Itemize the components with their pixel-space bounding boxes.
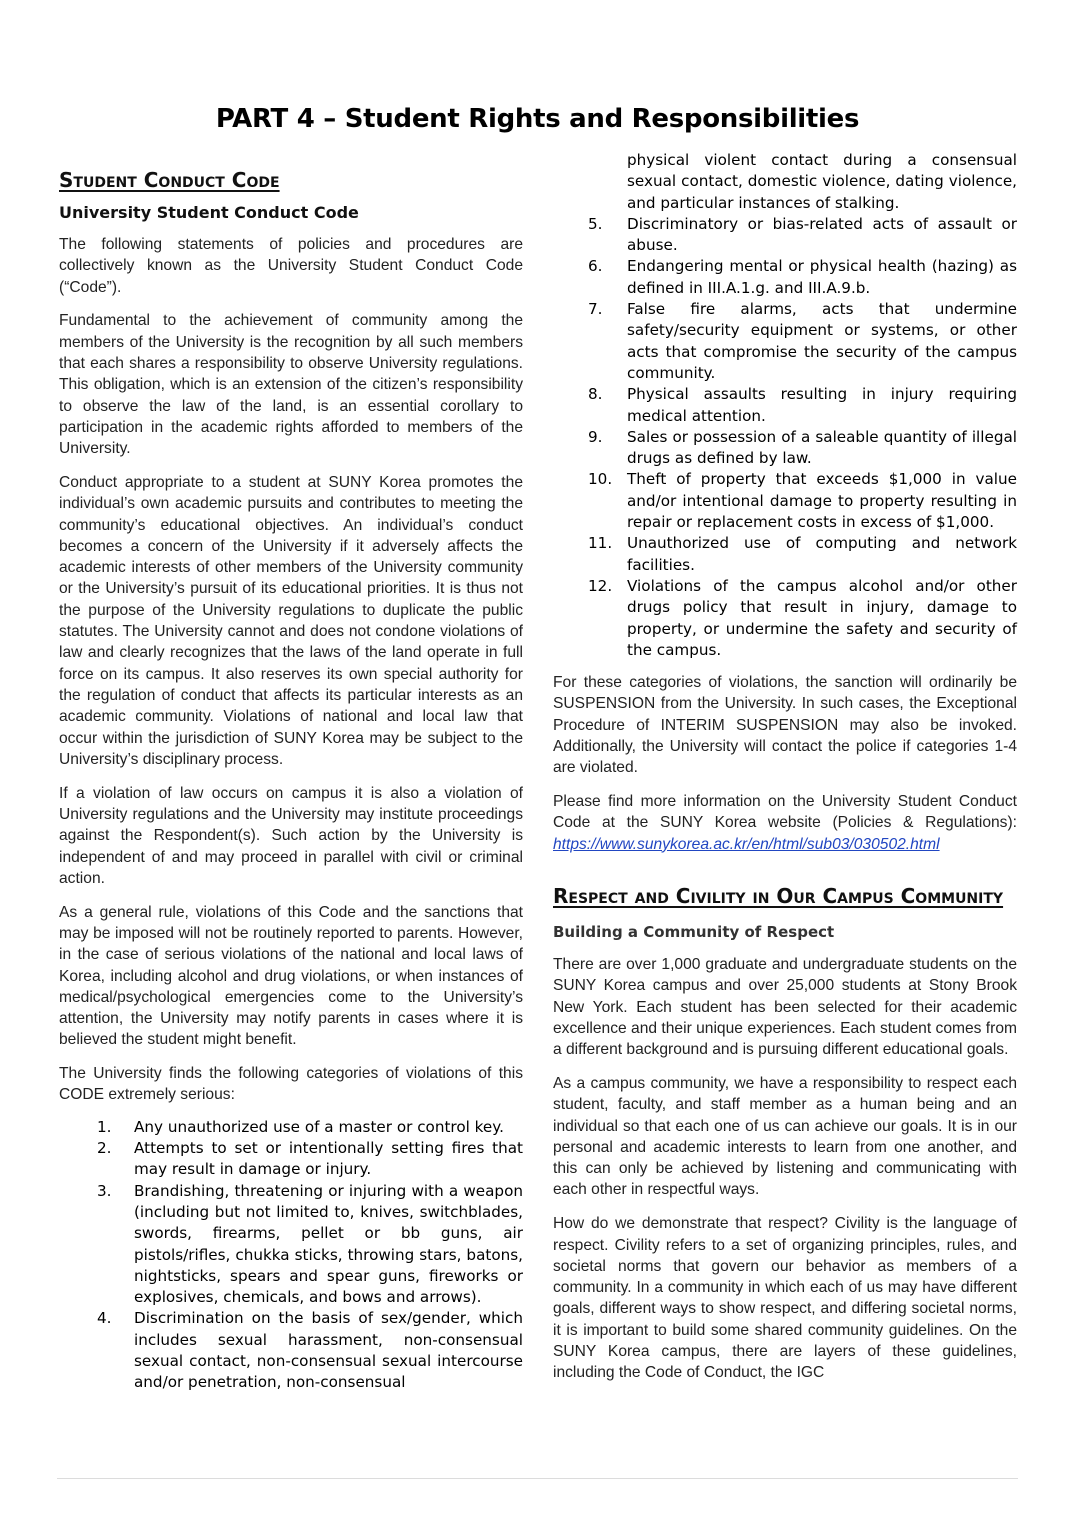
footer-divider bbox=[57, 1478, 1018, 1479]
list-item bbox=[97, 1308, 523, 1393]
respect-paragraph-1: There are over 1,000 graduate and undergraduate students on the SUNY Korea campus and over 25,000 students at Stony Brook New York. Each student has been selected for their academic excellence and their unique experiences. Each student comes from a different background and is pursuing different educational goals. bbox=[553, 956, 1017, 1059]
conduct-paragraph-3: Conduct appropriate to a student at SUNY Korea promotes the individual’s own academic pursuits and contributes to meeting the community’s educational objectives. An individual’s conduct becomes a concern of the University if it adversely affects the academic interests of other members of the University community or the University’s pursuit of its educational priorities. It is thus not the purpose of the University regulations to duplicate the public statutes. The University cannot and does not condone violations of law and clearly recognizes that the laws of the land operate in full force on its campus. It also reserves its own special authority for the regulation of conduct that affects its particular interests as an academic community. Violations of national and local law that occur within the jurisdiction of SUNY Korea may be subject to the University’s disciplinary process. bbox=[59, 473, 523, 768]
list-item-text: physical violent contact during a consensual sexual contact, domestic violence, dating violence, and particular instances of stalking. bbox=[627, 151, 1017, 212]
list-item bbox=[97, 1138, 523, 1181]
respect-paragraph-3: How do we demonstrate that respect? Civility is the language of respect. Civility refers to a set of organizing principles, rules, and societal norms that govern our behavior as members of a community. In a community in which each of us may have different goals, different ways to show respect, and differing societal norms, it is important to build some shared community guidelines. On the SUNY Korea campus, there are layers of these guidelines, including the Code of Conduct, the IGC bbox=[553, 1215, 1017, 1382]
list-item-number: 12. bbox=[588, 576, 613, 595]
list-item-number: 2. bbox=[97, 1139, 112, 1158]
list-item bbox=[97, 1117, 523, 1138]
conduct-paragraph-5: As a general rule, violations of this Code and the sanctions that may be imposed will not be routinely reported to parents. However, in the case of serious violations of the national and local laws of Korea, including alcohol and drug violations, or when instances of medical/psychological emergencies come to the University’s attention, the University may notify parents in cases where it is believed the student might benefit. bbox=[59, 903, 523, 1049]
serious-violations-list-left bbox=[59, 1117, 523, 1394]
right-column bbox=[553, 150, 1017, 1384]
left-column bbox=[59, 150, 523, 1394]
list-item-number: 8. bbox=[588, 385, 603, 404]
list-item bbox=[553, 214, 1017, 257]
list-item-text: Theft of property that exceeds $1,000 in value and/or intentional damage to property resulting in repair or replacement costs in excess of $1,000. bbox=[627, 470, 1017, 532]
student-conduct-code-heading: Student Conduct Code bbox=[59, 168, 280, 192]
page-title: PART 4 – Student Rights and Responsibilities bbox=[215, 104, 860, 134]
list-item-text: Any unauthorized use of a master or control key. bbox=[134, 1117, 504, 1136]
list-item-number: 3. bbox=[97, 1181, 112, 1200]
list-item bbox=[553, 533, 1017, 576]
respect-paragraph-2: As a campus community, we have a responsibility to respect each student, faculty, and staff member as a human being and an individual so that each one of us can achieve our goals. It is in our personal and academic interests to learn from one another, and this can only be achieved by listening and communicating with each other in respectful ways. bbox=[553, 1074, 1017, 1199]
list-item bbox=[553, 384, 1017, 427]
conduct-paragraph-2: Fundamental to the achievement of community among the members of the University is the recognition by all such members that each shares a responsibility to observe University regulations. This obligation, which is an extension of the citizen’s responsibility to observe the law of the land, is an essential corollary to participation in the academic rights afforded to members of the University. bbox=[59, 312, 523, 458]
list-item bbox=[553, 256, 1017, 299]
list-item-text: False fire alarms, acts that undermine safety/security equipment or systems, or other acts that compromise the security of the campus community. bbox=[627, 300, 1017, 382]
list-item-continued bbox=[553, 150, 1017, 214]
list-item-text: Discrimination on the basis of sex/gender, which includes sexual harassment, non-consensual sexual contact, non-consensual sexual intercourse and/or penetration, non-consensual bbox=[134, 1309, 523, 1392]
list-item bbox=[553, 427, 1017, 470]
list-item-number: 1. bbox=[97, 1117, 112, 1136]
list-item-number: 6. bbox=[588, 257, 603, 276]
list-item bbox=[553, 469, 1017, 533]
conduct-paragraph-4: If a violation of law occurs on campus it is also a violation of University regulations and the University may institute proceedings against the Respondent(s). Such action by the University is independent of and may proceed in parallel with civil or criminal action. bbox=[59, 784, 523, 887]
list-item-text: Brandishing, threatening or injuring with a weapon (including but not limited to, knives, switchblades, swords, firearms, pellet or bb guns, air pistols/rifles, chukka sticks, throwing stars, batons, nightsticks, spears and spear guns, fireworks or explosives, chemicals, and bows and arrows). bbox=[134, 1181, 523, 1307]
list-item-text: Physical assaults resulting in injury requiring medical attention. bbox=[627, 385, 1017, 425]
more-info-paragraph bbox=[553, 791, 1017, 855]
list-item-number: 4. bbox=[97, 1309, 112, 1328]
list-item-text: Attempts to set or intentionally setting fires that may result in damage or injury. bbox=[134, 1139, 523, 1179]
list-item-number: 9. bbox=[588, 427, 603, 446]
list-item-number: 7. bbox=[588, 300, 603, 319]
list-item-text: Violations of the campus alcohol and/or other drugs policy that result in injury, damage to property, or undermine the safety and security of the campus. bbox=[627, 576, 1017, 659]
list-item-number: 10. bbox=[588, 470, 613, 489]
list-item-number: 11. bbox=[588, 534, 613, 553]
conduct-paragraph-6: The University finds the following categories of violations of this CODE extremely serious: bbox=[59, 1065, 523, 1104]
list-item-text: Discriminatory or bias-related acts of assault or abuse. bbox=[627, 214, 1017, 255]
list-item-text: Endangering mental or physical health (hazing) as defined in III.A.1.g. and III.A.9.b. bbox=[627, 257, 1017, 297]
list-item bbox=[553, 299, 1017, 384]
list-item bbox=[97, 1181, 523, 1309]
university-student-conduct-code-subheading: University Student Conduct Code bbox=[59, 203, 359, 222]
sanction-paragraph: For these categories of violations, the sanction will ordinarily be SUSPENSION from the University. In such cases, the Exceptional Procedure of INTERIM SUSPENSION may also be invoked. Additionally, the University will contact the police if categories 1-4 are violated. bbox=[553, 674, 1017, 777]
list-item-text: Sales or possession of a saleable quantity of illegal drugs as defined by law. bbox=[627, 427, 1017, 468]
building-community-respect-subheading: Building a Community of Respect bbox=[553, 923, 835, 941]
conduct-paragraph-1: The following statements of policies and procedures are collectively known as the University Student Conduct Code (“Code”). bbox=[59, 236, 523, 296]
list-item-text: Unauthorized use of computing and network facilities. bbox=[627, 534, 1017, 574]
list-item-number: 5. bbox=[588, 214, 603, 233]
policies-regulations-link[interactable]: https://www.sunykorea.ac.kr/en/html/sub03/030502.html bbox=[553, 835, 940, 853]
list-item bbox=[553, 576, 1017, 661]
respect-civility-heading: Respect and Civility in Our Campus Community bbox=[553, 884, 1004, 908]
serious-violations-list-right bbox=[553, 150, 1017, 661]
more-info-text: Please find more information on the University Student Conduct Code at the SUNY Korea website (Policies & Regulations): bbox=[553, 793, 1017, 832]
